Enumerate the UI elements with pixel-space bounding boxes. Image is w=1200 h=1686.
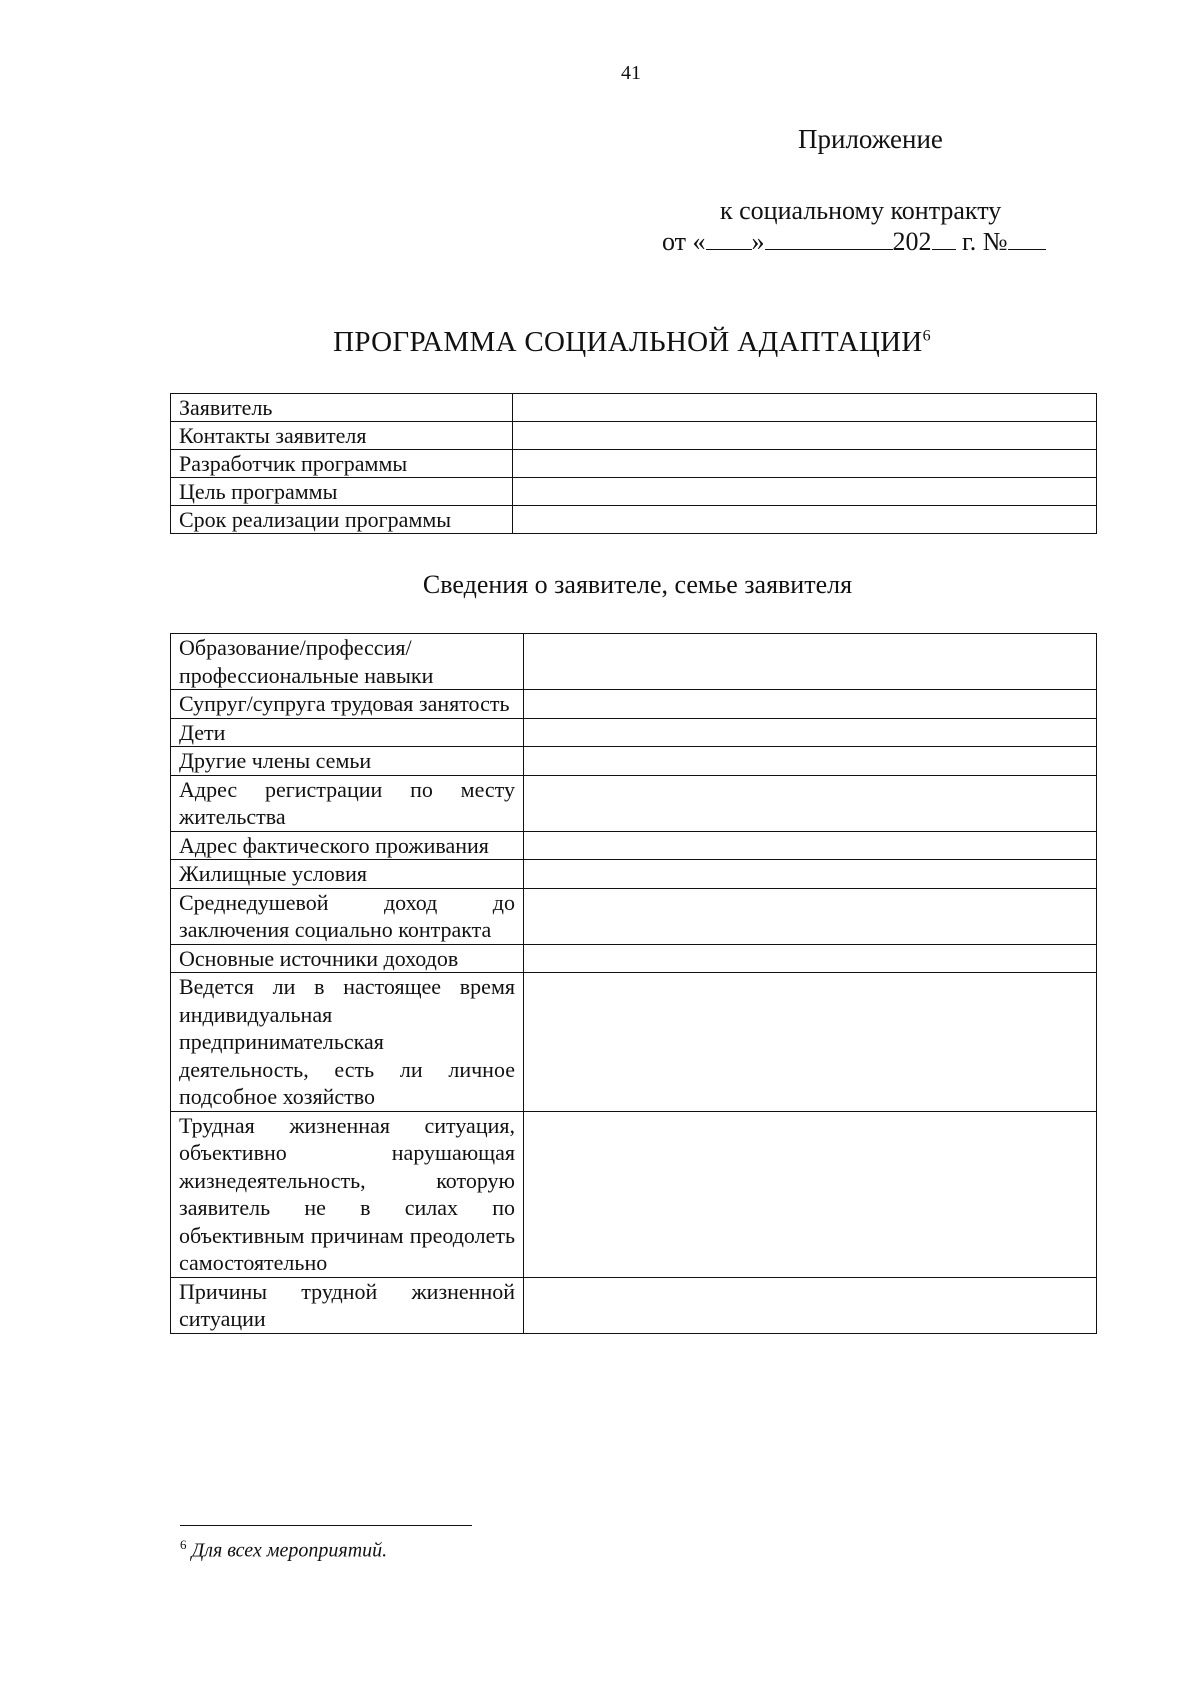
year-blank[interactable]	[932, 227, 956, 250]
title-footnote-mark: 6	[922, 327, 931, 345]
row-label: Разработчик программы	[171, 450, 513, 478]
table-row	[171, 944, 1097, 973]
row-value-cell[interactable]	[513, 506, 1097, 534]
table-row	[171, 506, 1097, 534]
row-label: Образование/профессия/ профессиональные навыки	[171, 634, 524, 690]
number-blank[interactable]	[1008, 227, 1046, 250]
row-value-cell[interactable]	[524, 775, 1097, 831]
row-value-cell[interactable]	[524, 860, 1097, 889]
row-value-cell[interactable]	[513, 478, 1097, 506]
row-value-cell[interactable]	[513, 394, 1097, 422]
row-value-cell[interactable]	[524, 888, 1097, 944]
table-row	[171, 718, 1097, 747]
row-label: Среднедушевой доход до заключения социально контракта	[171, 888, 524, 944]
footnote	[180, 1537, 387, 1563]
day-blank[interactable]	[706, 227, 752, 250]
month-blank[interactable]	[765, 227, 893, 250]
row-label: Заявитель	[171, 394, 513, 422]
table-row	[171, 478, 1097, 506]
row-label: Адрес фактического проживания	[171, 831, 524, 860]
table-row	[171, 747, 1097, 776]
quote-close: »	[751, 227, 765, 256]
program-table	[170, 393, 1097, 534]
row-value-cell[interactable]	[513, 450, 1097, 478]
table-row	[171, 860, 1097, 889]
row-label: Дети	[171, 718, 524, 747]
row-label: Причины трудной жизненной ситуации	[171, 1277, 524, 1333]
row-value-cell[interactable]	[524, 831, 1097, 860]
row-label: Другие члены семьи	[171, 747, 524, 776]
section-title: Сведения о заявителе, семье заявителя	[422, 570, 853, 599]
row-label: Трудная жизненная ситуация, объективно нарушающая жизнедеятельность, которую заявитель не в силах по объективным причинам преодолеть самостоятельно	[171, 1111, 524, 1277]
appendix-title: Приложение	[798, 124, 943, 154]
row-label: Супруг/супруга трудовая занятость	[171, 690, 524, 719]
table-row	[171, 973, 1097, 1112]
date-prefix: от «	[662, 227, 706, 256]
row-value-cell[interactable]	[524, 718, 1097, 747]
row-value-cell[interactable]	[524, 1111, 1097, 1277]
row-value-cell[interactable]	[513, 422, 1097, 450]
row-value-cell[interactable]	[524, 944, 1097, 973]
table-row	[171, 422, 1097, 450]
footnote-divider	[180, 1525, 472, 1526]
number-prefix: г. №	[962, 227, 1008, 256]
row-label: Основные источники доходов	[171, 944, 524, 973]
table-row	[171, 888, 1097, 944]
table-row	[171, 450, 1097, 478]
table-row	[171, 1277, 1097, 1333]
year-prefix: 202	[892, 227, 932, 256]
row-label: Срок реализации программы	[171, 506, 513, 534]
row-value-cell[interactable]	[524, 1277, 1097, 1333]
row-value-cell[interactable]	[524, 690, 1097, 719]
applicant-info-table	[170, 633, 1097, 1334]
table-row	[171, 1111, 1097, 1277]
row-value-cell[interactable]	[524, 634, 1097, 690]
row-label: Адрес регистрации по месту жительства	[171, 775, 524, 831]
table-row	[171, 775, 1097, 831]
table-row	[171, 634, 1097, 690]
document-title: ПРОГРАММА СОЦИАЛЬНОЙ АДАПТАЦИИ$^6$	[333, 326, 931, 358]
table-row	[171, 690, 1097, 719]
row-label: Жилищные условия	[171, 860, 524, 889]
appendix-contract-label: к социальному контракту	[720, 196, 1002, 225]
footnote-mark: 6	[180, 1537, 187, 1552]
row-value-cell[interactable]	[524, 973, 1097, 1112]
page-number: 41	[621, 62, 641, 84]
table-row	[171, 831, 1097, 860]
table-row	[171, 394, 1097, 422]
contract-date-line	[662, 227, 1046, 257]
row-label: Ведется ли в настоящее время индивидуальная предпринимательская деятельность, есть ли личное подсобное хозяйство	[171, 973, 524, 1112]
row-value-cell[interactable]	[524, 747, 1097, 776]
row-label: Цель программы	[171, 478, 513, 506]
row-label: Контакты заявителя	[171, 422, 513, 450]
footnote-text: Для всех мероприятий.	[191, 1539, 388, 1562]
